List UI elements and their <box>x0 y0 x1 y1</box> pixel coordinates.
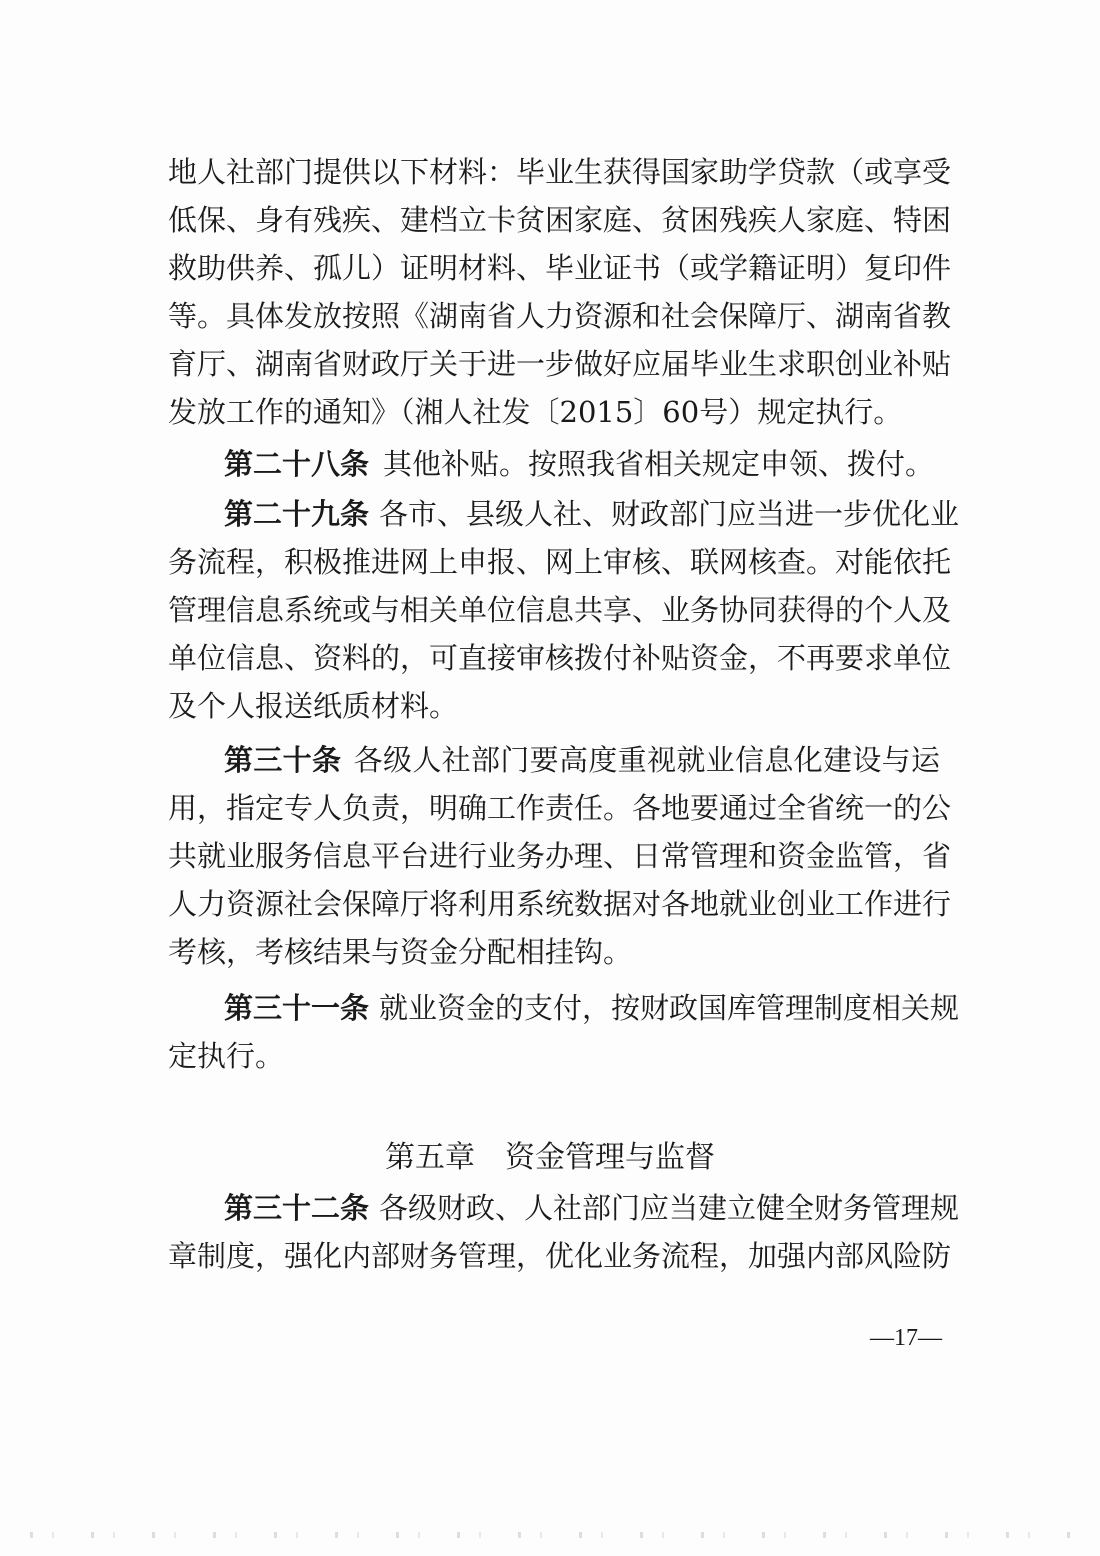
article-32-label: 第三十二条 <box>224 1191 370 1225</box>
page-number: —17— <box>870 1325 942 1351</box>
article-29-label: 第二十九条 <box>224 497 370 531</box>
article-31-label: 第三十一条 <box>224 991 370 1025</box>
article-29 <box>224 490 960 538</box>
text-line: 务流程，积极推进网上申报、网上审核、联网核查。对能依托 <box>168 545 952 579</box>
text-line: 考核，考核结果与资金分配相挂钩。 <box>168 935 633 969</box>
text-line: 共就业服务信息平台进行业务办理、日常管理和资金监管，省 <box>168 839 952 873</box>
article-28 <box>224 440 940 488</box>
text-line: 单位信息、资料的，可直接审核拨付补贴资金，不再要求单位 <box>168 641 952 675</box>
chapter-number: 第五章 <box>385 1140 475 1175</box>
article-28-text: 其他补贴。按照我省相关规定申领、拨付。 <box>383 447 935 481</box>
article-30-label: 第三十条 <box>224 743 342 777</box>
text-line: 及个人报送纸质材料。 <box>168 689 459 723</box>
text-line: 地人社部门提供以下材料：毕业生获得国家助学贷款（或享受 <box>168 155 952 189</box>
article-32-text: 各级财政、人社部门应当建立健全财务管理规 <box>379 1191 960 1225</box>
article-32 <box>224 1184 960 1232</box>
text-line: 发放工作的通知》（湘人社发〔2015〕60号）规定执行。 <box>168 395 903 429</box>
chapter-title: 资金管理与监督 <box>505 1140 715 1175</box>
article-31-text: 就业资金的支付，按财政国库管理制度相关规 <box>379 991 960 1025</box>
article-28-label: 第二十八条 <box>224 447 370 481</box>
scan-artifact-strip <box>30 1532 1070 1538</box>
article-30-text: 各级人社部门要高度重视就业信息化建设与运 <box>353 743 940 777</box>
text-line: 定执行。 <box>168 1039 285 1073</box>
text-line: 育厅、湖南省财政厅关于进一步做好应届毕业生求职创业补贴 <box>168 347 952 381</box>
article-29-text: 各市、县级人社、财政部门应当进一步优化业 <box>379 497 960 531</box>
text-line: 章制度，强化内部财务管理，优化业务流程，加强内部风险防 <box>168 1239 952 1273</box>
text-line: 人力资源社会保障厅将利用系统数据对各地就业创业工作进行 <box>168 887 952 921</box>
article-31 <box>224 984 960 1032</box>
text-line: 救助供养、孤儿）证明材料、毕业证书（或学籍证明）复印件 <box>168 251 952 285</box>
text-line: 等。具体发放按照《湖南省人力资源和社会保障厅、湖南省教 <box>168 299 952 333</box>
chapter-heading <box>0 1136 1100 1180</box>
text-line: 用，指定专人负责，明确工作责任。各地要通过全省统一的公 <box>168 791 952 825</box>
article-30 <box>224 736 940 784</box>
text-line: 低保、身有残疾、建档立卡贫困家庭、贫困残疾人家庭、特困 <box>168 203 952 237</box>
text-line: 管理信息系统或与相关单位信息共享、业务协同获得的个人及 <box>168 593 952 627</box>
